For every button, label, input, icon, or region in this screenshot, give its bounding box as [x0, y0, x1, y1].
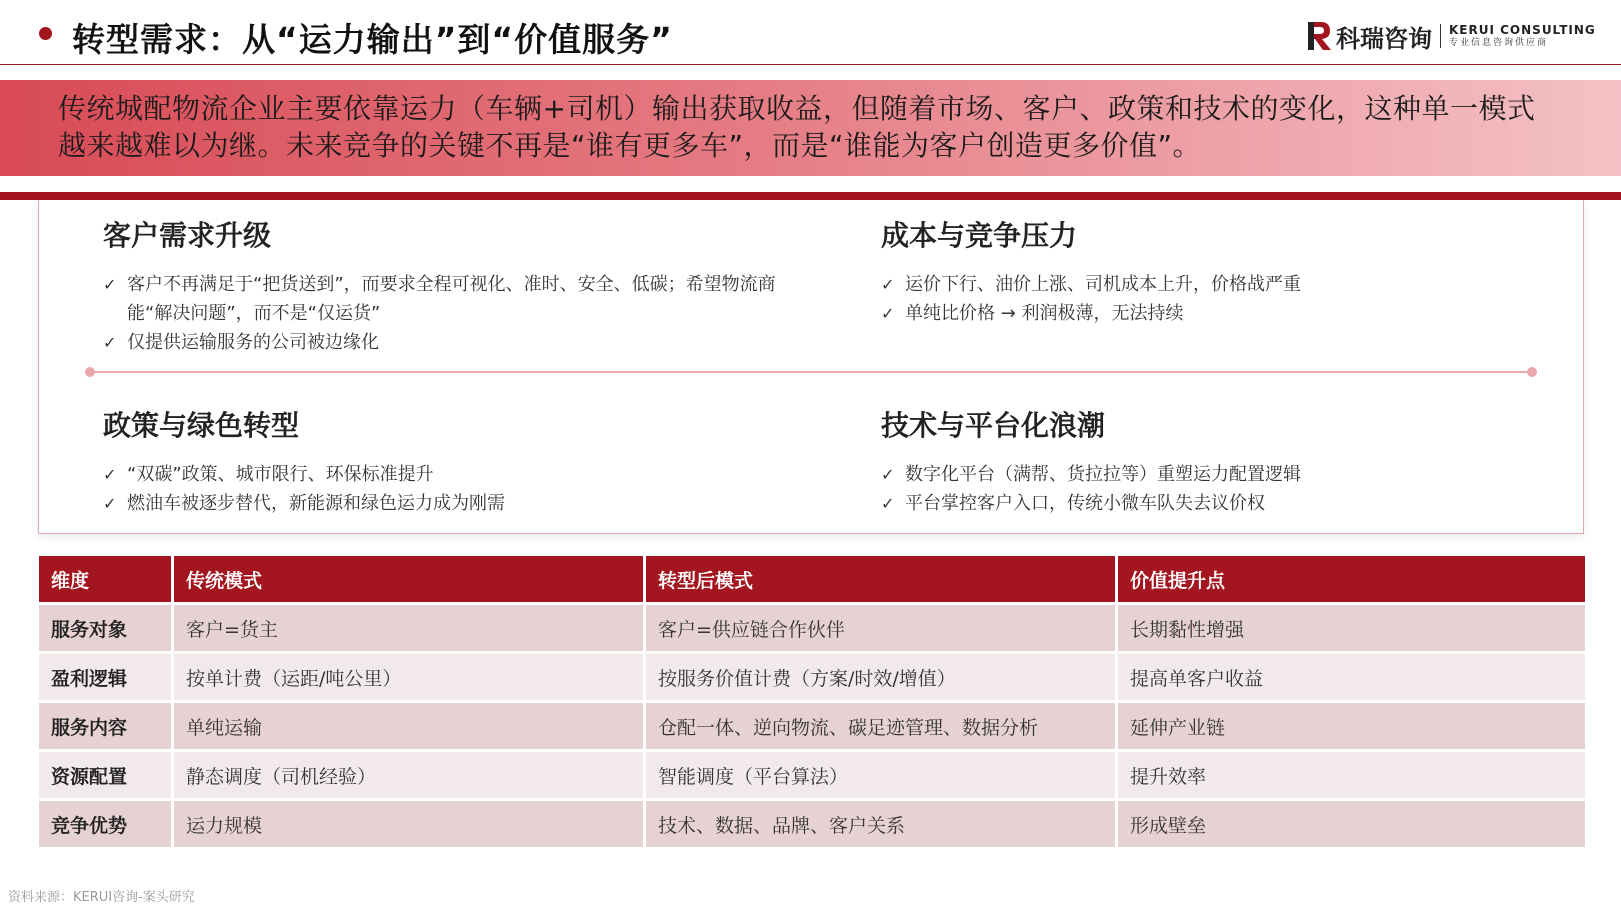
table-cell: 服务内容 [39, 703, 171, 749]
section-divider [89, 371, 1533, 373]
check-icon: ✓ [103, 465, 117, 484]
list-item [881, 270, 1521, 299]
check-icon: ✓ [881, 465, 895, 484]
table-cell: 仓配一体、逆向物流、碳足迹管理、数据分析 [646, 703, 1115, 749]
drivers-panel [38, 200, 1584, 534]
list-item [103, 489, 783, 518]
quadrant-customer-demand [103, 214, 783, 357]
table-header-cell: 传统模式 [174, 556, 643, 602]
table-header-cell: 维度 [39, 556, 171, 602]
source-note: 资料来源：KERUI咨询-案头研究 [8, 890, 195, 905]
list-item-text: 运价下行、油价上涨、司机成本上升，价格战严重 [905, 274, 1301, 295]
check-icon: ✓ [103, 494, 117, 513]
page-title: 转型需求：从“运力输出”到“价值服务” [72, 20, 673, 59]
table-cell: 按单计费（运距/吨公里） [174, 654, 643, 700]
quadrant-title: 客户需求升级 [103, 219, 272, 252]
list-item-text: 平台掌控客户入口，传统小微车队失去议价权 [905, 493, 1265, 514]
table-header-cell: 价值提升点 [1118, 556, 1585, 602]
table-cell: 提高单客户收益 [1118, 654, 1585, 700]
list-item [103, 270, 783, 328]
logo-separator [1440, 24, 1441, 48]
list-item-text: 客户不再满足于“把货送到”，而要求全程可视化、准时、安全、低碳；希望物流商能“解决问题”，而不是“仅运货” [127, 274, 776, 324]
table-cell: 静态调度（司机经验） [174, 752, 643, 798]
quadrant-cost-pressure [881, 214, 1521, 328]
logo-english-block [1449, 24, 1596, 48]
quadrant-policy-green [103, 404, 783, 518]
logo-english-name: KERUI CONSULTING [1449, 23, 1596, 37]
table-row [39, 801, 1585, 847]
quadrant-list [103, 270, 783, 357]
kerui-logo-icon [1306, 20, 1332, 52]
table-cell: 形成壁垒 [1118, 801, 1585, 847]
list-item [103, 328, 783, 357]
table-cell: 资源配置 [39, 752, 171, 798]
table-cell: 盈利逻辑 [39, 654, 171, 700]
quadrant-list [881, 270, 1521, 328]
table-cell: 延伸产业链 [1118, 703, 1585, 749]
check-icon: ✓ [881, 494, 895, 513]
table-cell: 单纯运输 [174, 703, 643, 749]
table-row [39, 752, 1585, 798]
list-item [103, 460, 783, 489]
check-icon: ✓ [103, 275, 117, 294]
table-row [39, 703, 1585, 749]
check-icon: ✓ [881, 275, 895, 294]
table-cell: 长期黏性增强 [1118, 605, 1585, 651]
table-cell: 技术、数据、品牌、客户关系 [646, 801, 1115, 847]
table-cell: 运力规模 [174, 801, 643, 847]
check-icon: ✓ [881, 304, 895, 323]
quadrant-list [103, 460, 783, 518]
quadrant-list [881, 460, 1521, 518]
logo-tagline: 专业信息咨询供应商 [1449, 38, 1549, 48]
intro-banner [0, 80, 1621, 176]
banner-bottom-bar [0, 192, 1621, 200]
check-icon: ✓ [103, 333, 117, 352]
title-bullet-icon [39, 27, 52, 40]
table-cell: 服务对象 [39, 605, 171, 651]
table-row [39, 654, 1585, 700]
quadrant-title: 成本与竞争压力 [881, 219, 1078, 252]
list-item [881, 299, 1521, 328]
comparison-table [39, 556, 1585, 850]
table-header-cell: 转型后模式 [646, 556, 1115, 602]
quadrant-tech-platform [881, 404, 1521, 518]
intro-text: 传统城配物流企业主要依靠运力（车辆+司机）输出获取收益，但随着市场、客户、政策和技术的变化，这种单一模式越来越难以为继。未来竞争的关键不再是“谁有更多车”，而是“谁能为客户创造更多价值”。 [58, 92, 1536, 162]
logo-name: 科瑞咨询 [1336, 24, 1432, 53]
table-cell: 竞争优势 [39, 801, 171, 847]
list-item-text: 燃油车被逐步替代，新能源和绿色运力成为刚需 [127, 493, 505, 514]
brand-logo [1306, 18, 1596, 54]
table-cell: 按服务价值计费（方案/时效/增值） [646, 654, 1115, 700]
list-item [881, 460, 1521, 489]
header-rule [0, 64, 1621, 65]
quadrant-title: 政策与绿色转型 [103, 409, 300, 442]
table-cell: 客户=货主 [174, 605, 643, 651]
quadrant-title: 技术与平台化浪潮 [881, 409, 1106, 442]
list-item-text: 单纯比价格 → 利润极薄，无法持续 [905, 303, 1184, 324]
list-item-text: 数字化平台（满帮、货拉拉等）重塑运力配置逻辑 [905, 464, 1301, 485]
table-cell: 提升效率 [1118, 752, 1585, 798]
table-cell: 智能调度（平台算法） [646, 752, 1115, 798]
list-item [881, 489, 1521, 518]
table-header-row [39, 556, 1585, 602]
table-row [39, 605, 1585, 651]
list-item-text: 仅提供运输服务的公司被边缘化 [127, 332, 379, 353]
table-cell: 客户=供应链合作伙伴 [646, 605, 1115, 651]
list-item-text: “双碳”政策、城市限行、环保标准提升 [127, 464, 434, 485]
